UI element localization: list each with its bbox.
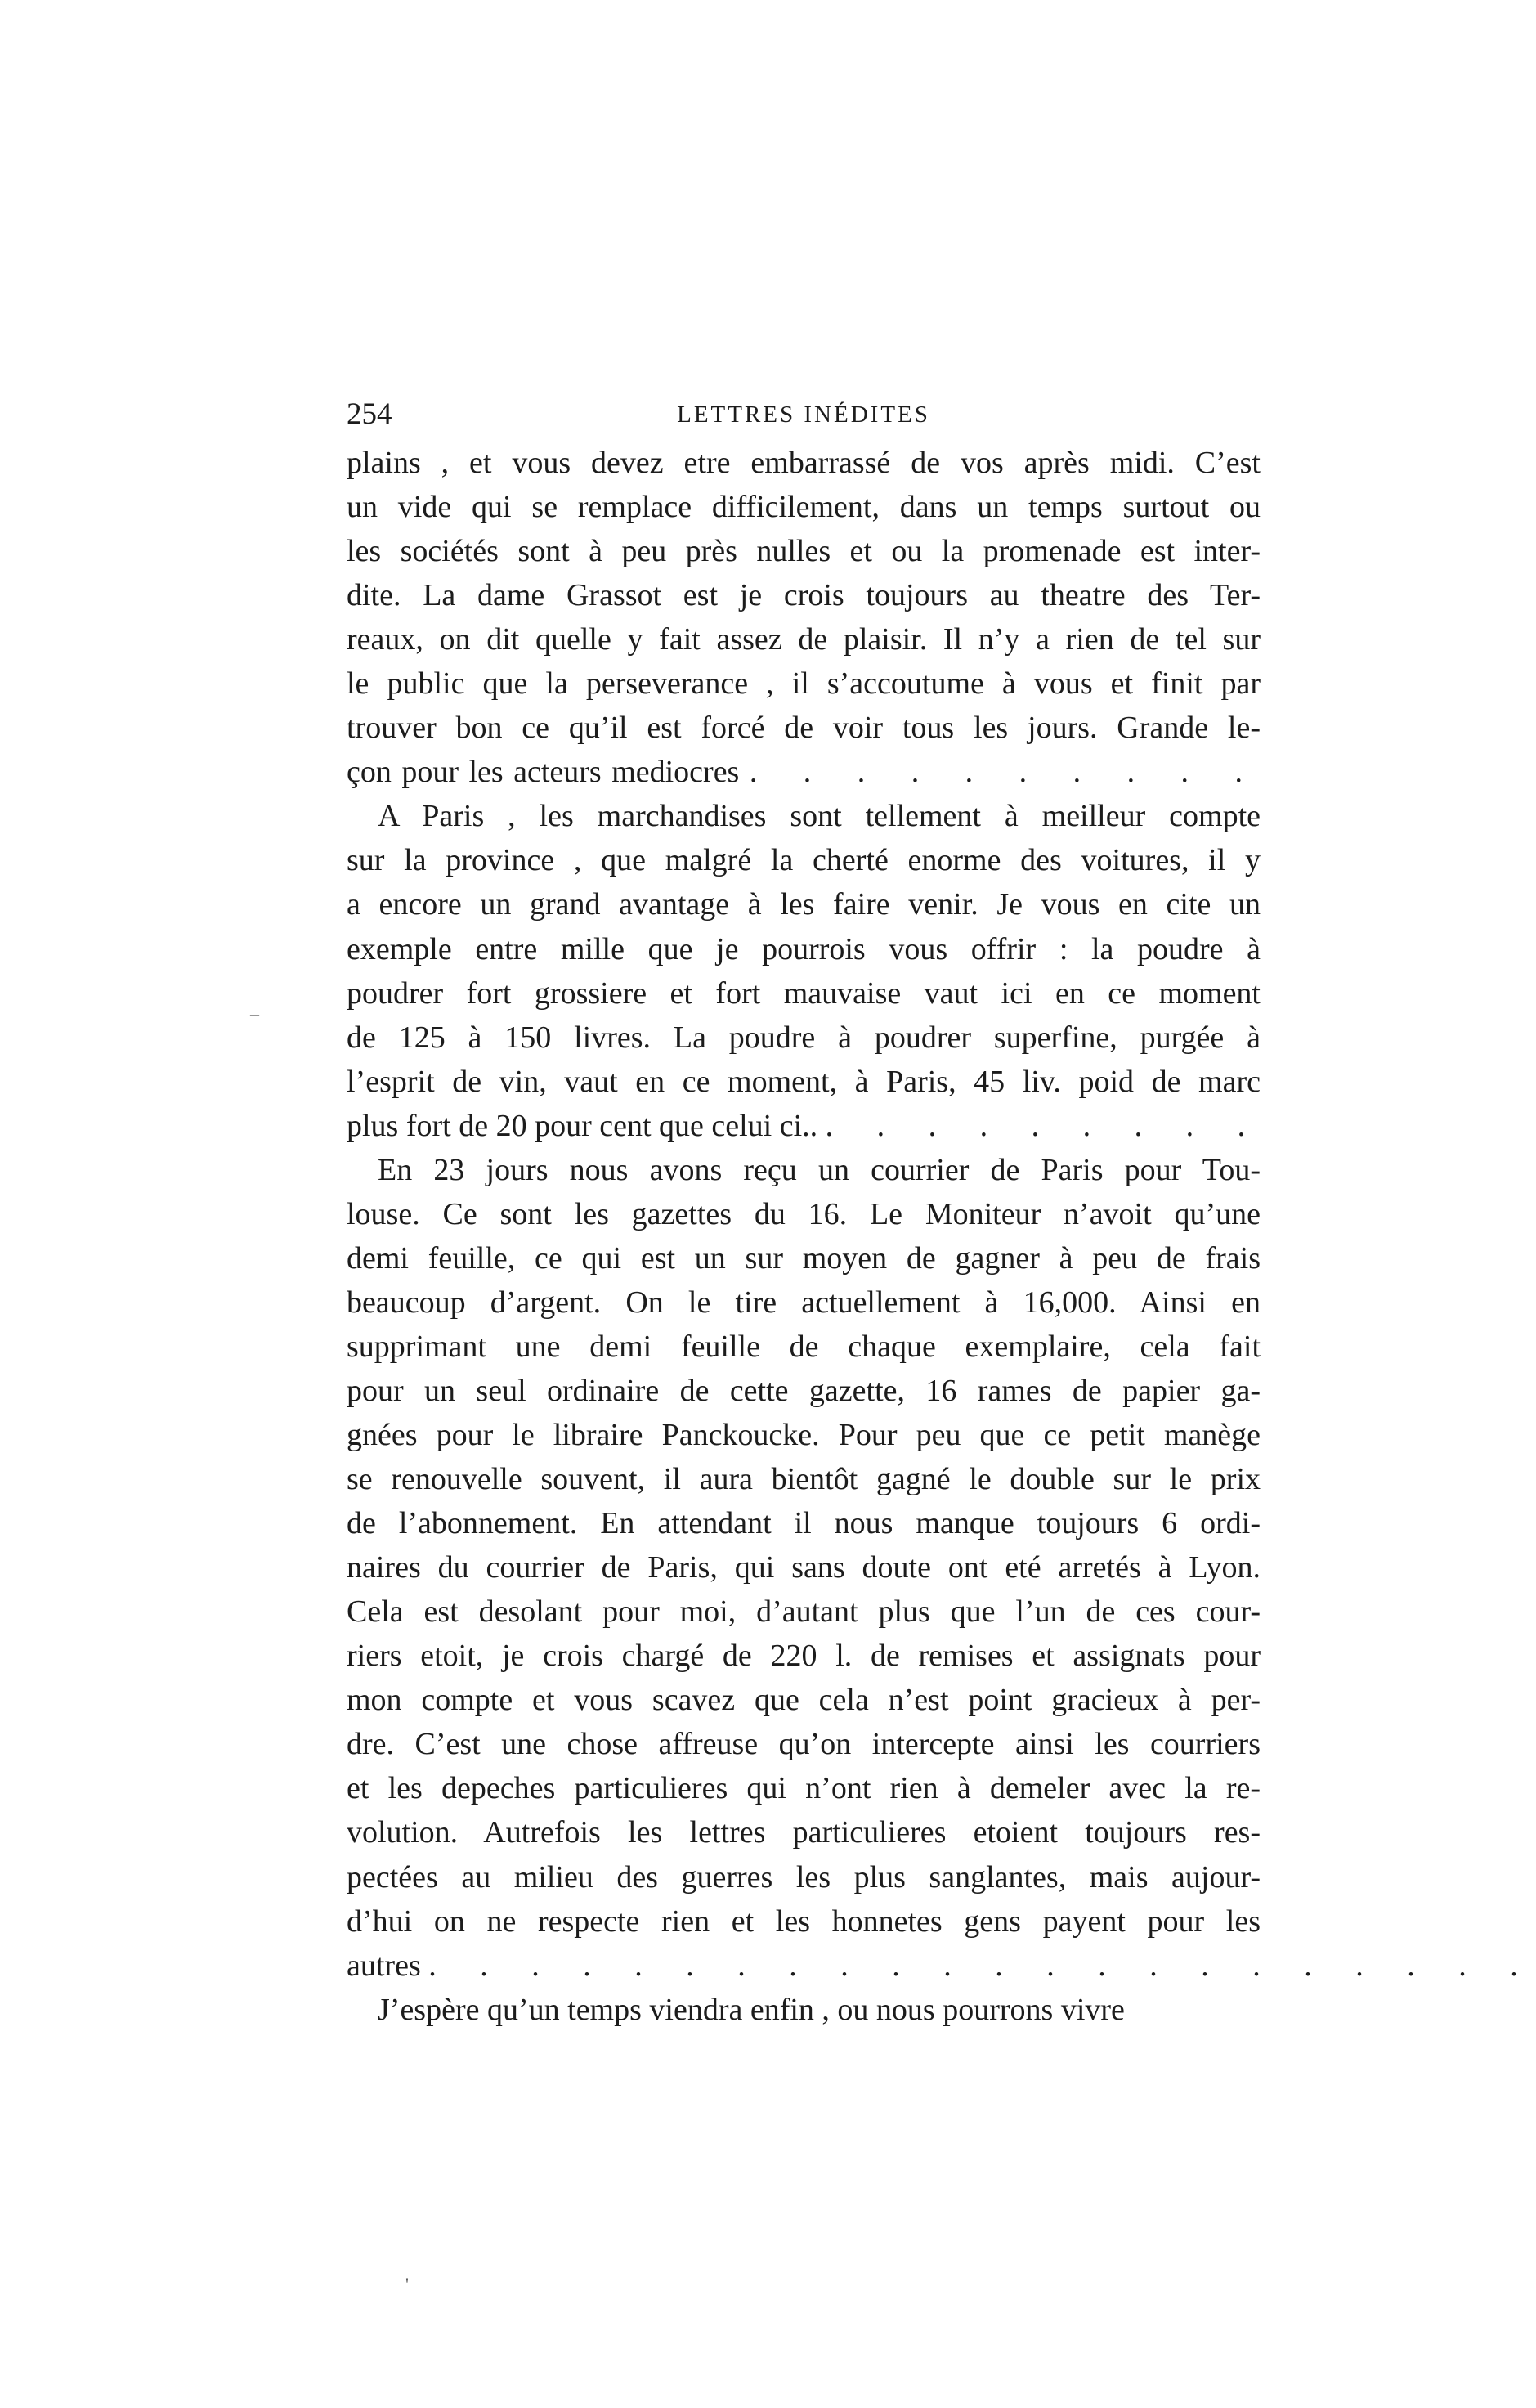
text-line: demi feuille, ce qui est un sur moyen de gagner à peu de frais <box>347 1240 1261 1276</box>
running-header <box>347 396 1261 433</box>
paragraph-start-line: J’espère qu’un temps viendra enfin , ou nous pourrons vivre <box>378 1992 1125 2027</box>
text-line: louse. Ce sont les gazettes du 16. Le Moniteur n’avoit qu’une <box>347 1196 1261 1231</box>
text-line: de l’abonnement. En attendant il nous manque toujours 6 ordi- <box>347 1506 1261 1541</box>
text-line: gnées pour le libraire Panckoucke. Pour peu que ce petit manège <box>347 1418 1261 1453</box>
text-line: volution. Autrefois les lettres particulieres etoient toujours res- <box>347 1815 1261 1850</box>
text-line: dite. La dame Grassot est je crois toujours au theatre des Ter- <box>347 578 1261 613</box>
text-line: pour un seul ordinaire de cette gazette, 16 rames de papier ga- <box>347 1373 1261 1408</box>
text-line: le public que la perseverance , il s’accoutume à vous et finit par <box>347 666 1261 702</box>
margin-dash-mark: – <box>250 1003 259 1024</box>
paragraph-start-line: En 23 jours nous avons reçu un courrier de Paris pour Tou- <box>378 1152 1261 1187</box>
body-text <box>347 441 1536 2032</box>
page-number: 254 <box>347 397 392 431</box>
dot-leader: . . . . . . . . . . <box>749 755 1261 790</box>
text-line: beaucoup d’argent. On le tire actuellement à 16,000. Ainsi en <box>347 1285 1261 1320</box>
text-line: se renouvelle souvent, il aura bientôt gagné le double sur le prix <box>347 1462 1261 1497</box>
text-line: sur la province , que malgré la cherté enorme des voitures, il y <box>347 843 1261 878</box>
margin-tick-mark: ' <box>405 2274 409 2294</box>
text-line: d’hui on ne respecte rien et les honnetes gens payent pour les <box>347 1904 1261 1939</box>
text-line: mon compte et vous scavez que cela n’est point gracieux à per- <box>347 1683 1261 1718</box>
text-line: plains , et vous devez etre embarrassé de vos après midi. C’est <box>347 446 1261 480</box>
text-line-with-leader <box>347 750 1261 794</box>
text-line: dre. C’est une chose affreuse qu’on intercepte ainsi les courriers <box>347 1727 1261 1762</box>
text-line: reaux, on dit quelle y fait assez de plaisir. Il n’y a rien de tel sur <box>347 622 1261 657</box>
text-line: riers etoit, je crois chargé de 220 l. de remises et assignats pour <box>347 1639 1261 1674</box>
text-line: de 125 à 150 livres. La poudre à poudrer superfine, purgée à <box>347 1020 1261 1055</box>
line-text: çon pour les acteurs mediocres <box>347 755 740 790</box>
paragraph-start-line: A Paris , les marchandises sont tellement à meilleur compte <box>378 799 1261 834</box>
text-line: Cela est desolant pour moi, d’autant plus que l’un de ces cour- <box>347 1594 1261 1630</box>
text-line: a encore un grand avantage à les faire venir. Je vous en cite un <box>347 887 1261 922</box>
text-line: naires du courrier de Paris, qui sans doute ont eté arretés à Lyon. <box>347 1550 1261 1585</box>
text-line-with-leader <box>347 1944 1536 1988</box>
text-line: et les depeches particulieres qui n’ont rien à demeler avec la re- <box>347 1771 1261 1806</box>
text-line-with-leader <box>347 1104 1264 1148</box>
text-line: trouver bon ce qu’il est forcé de voir tous les jours. Grande le- <box>347 711 1261 746</box>
line-text: autres <box>347 1948 421 1983</box>
text-line: supprimant une demi feuille de chaque exemplaire, cela fait <box>347 1329 1261 1364</box>
text-line: un vide qui se remplace difficilement, dans un temps surtout ou <box>347 490 1261 525</box>
dot-leader: . . . . . . . . . <box>825 1108 1264 1143</box>
text-line: exemple entre mille que je pourrois vous offrir : la poudre à <box>347 931 1261 966</box>
text-line: les sociétés sont à peu près nulles et ou la promenade est inter- <box>347 534 1261 569</box>
text-line: poudrer fort grossiere et fort mauvaise vaut ici en ce moment <box>347 975 1261 1011</box>
text-line: l’esprit de vin, vaut en ce moment, à Paris, 45 liv. poid de marc <box>347 1064 1261 1099</box>
dot-leader: . . . . . . . . . . . . . . . . . . . . . . <box>428 1948 1536 1983</box>
running-title: LETTRES INÉDITES <box>677 401 930 428</box>
line-text: plus fort de 20 pour cent que celui ci.. <box>347 1108 818 1143</box>
text-line: pectées au milieu des guerres les plus sanglantes, mais aujour- <box>347 1859 1261 1895</box>
